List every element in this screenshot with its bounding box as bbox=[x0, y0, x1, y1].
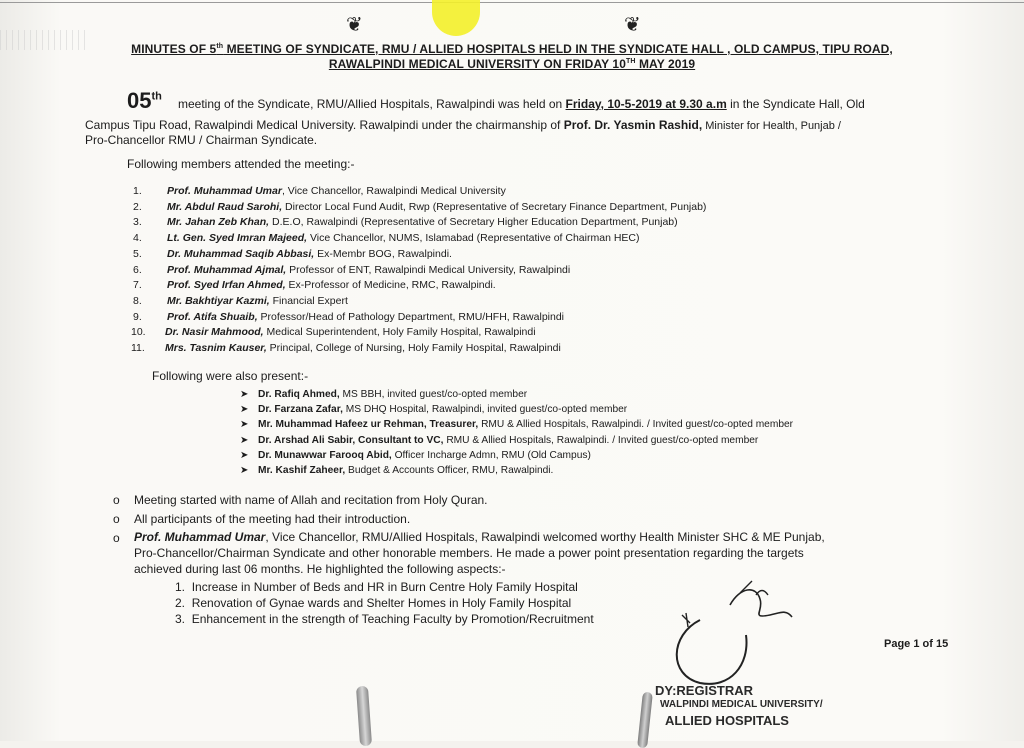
member-number: 9. bbox=[133, 311, 142, 323]
bullet-marker: o bbox=[113, 493, 120, 507]
emblem-icon: ❦ bbox=[624, 14, 641, 36]
member-text: Prof. Atifa Shuaib, Professor/Head of Pathology Department, RMU/HFH, Rawalpindi bbox=[167, 311, 565, 323]
member-number: 1. bbox=[133, 185, 142, 197]
member-text: Prof. Muhammad Umar, Vice Chancellor, Rawalpindi Medical University bbox=[167, 185, 506, 197]
signature-icon bbox=[660, 575, 800, 690]
guest-row: ➤ Dr. Rafiq Ahmed, MS BBH, invited guest/co-opted member bbox=[240, 389, 528, 400]
guest-row: ➤ Dr. Arshad Ali Sabir, Consultant to VC, RMU & Allied Hospitals, Rawalpindi. / Invited guest/co-opted member bbox=[240, 435, 759, 446]
intro-line-3: Pro-Chancellor RMU / Chairman Syndicate. bbox=[85, 133, 318, 147]
meeting-number: 05th bbox=[127, 88, 162, 113]
guest-row: ➤ Mr. Kashif Zaheer, Budget & Accounts Officer, RMU, Rawalpindi. bbox=[240, 465, 554, 476]
member-number: 5. bbox=[133, 248, 142, 260]
highlighter-mark bbox=[432, 0, 480, 36]
title-line-2: RAWALPINDI MEDICAL UNIVERSITY ON FRIDAY 10TH MAY 2019 bbox=[328, 57, 696, 71]
pen-shadow bbox=[637, 692, 653, 748]
stamp-line-3: ALLIED HOSPITALS bbox=[665, 713, 789, 728]
members-heading: Following members attended the meeting:- bbox=[127, 157, 355, 171]
aspect-item: 1. Increase in Number of Beds and HR in Burn Centre Holy Family Hospital bbox=[175, 580, 578, 594]
member-number: 6. bbox=[133, 264, 142, 276]
arrow-bullet-icon: ➤ bbox=[240, 435, 249, 446]
arrow-bullet-icon: ➤ bbox=[240, 465, 249, 476]
scan-edge-line bbox=[0, 2, 1024, 3]
arrow-bullet-icon: ➤ bbox=[240, 450, 249, 461]
member-text: Prof. Muhammad Ajmal, Professor of ENT, Rawalpindi Medical University, Rawalpindi bbox=[167, 264, 571, 276]
member-text: Mr. Bakhtiyar Kazmi, Financial Expert bbox=[167, 295, 348, 307]
member-number: 4. bbox=[133, 232, 142, 244]
pen-shadow bbox=[356, 686, 372, 747]
bullet-text-2: All participants of the meeting had their introduction. bbox=[134, 512, 411, 526]
present-heading: Following were also present:- bbox=[152, 369, 309, 383]
member-number: 7. bbox=[133, 279, 142, 291]
bullet-marker: o bbox=[113, 512, 120, 526]
member-number: 10. bbox=[131, 326, 146, 338]
page-number: Page 1 of 15 bbox=[884, 638, 949, 650]
aspect-item: 3. Enhancement in the strength of Teaching Faculty by Promotion/Recruitment bbox=[175, 612, 594, 626]
guest-row: ➤ Dr. Farzana Zafar, MS DHQ Hospital, Rawalpindi, invited guest/co-opted member bbox=[240, 404, 628, 415]
title-line-1: MINUTES OF 5th MEETING OF SYNDICATE, RMU / ALLIED HOSPITALS HELD IN THE SYNDICATE HALL , OLD CAMPUS, TIPU ROAD, bbox=[131, 42, 893, 56]
member-text: Lt. Gen. Syed Imran Majeed, Vice Chancellor, NUMS, Islamabad (Representative of Chairman HEC) bbox=[167, 232, 640, 244]
emblem-icon: ❦ bbox=[346, 14, 363, 36]
member-text: Mrs. Tasnim Kauser, Principal, College of Nursing, Holy Family Hospital, Rawalpindi bbox=[165, 342, 561, 354]
member-number: 8. bbox=[133, 295, 142, 307]
arrow-bullet-icon: ➤ bbox=[240, 389, 249, 400]
member-number: 2. bbox=[133, 201, 142, 213]
arrow-bullet-icon: ➤ bbox=[240, 404, 249, 415]
intro-line-2: Campus Tipu Road, Rawalpindi Medical University. Rawalpindi under the chairmanship of Prof. Dr. Yasmin Rashid, Minister for Health, Punjab / bbox=[85, 118, 841, 132]
bullet-text-3: Prof. Muhammad Umar, Vice Chancellor, RMU/Allied Hospitals, Rawalpindi welcomed worthy Health Minister SHC & ME Punjab, Pro-Chancellor/Chairman Syndicate and other honorable members. He made a power point presentation regarding the targets achieved during last 06 months. He highlighted the following aspects:- bbox=[134, 530, 825, 576]
aspect-item: 2. Renovation of Gynae wards and Shelter Homes in Holy Family Hospital bbox=[175, 596, 572, 610]
member-text: Mr. Abdul Raud Sarohi, Director Local Fund Audit, Rwp (Representative of Secretary Finance Department, Punjab) bbox=[167, 201, 707, 213]
stamp-line-2: WALPINDI MEDICAL UNIVERSITY/ bbox=[660, 699, 823, 710]
intro-line-1: meeting of the Syndicate, RMU/Allied Hospitals, Rawalpindi was held on Friday, 10-5-2019 at 9.30 a.m in the Syndicate Hall, Old bbox=[178, 97, 865, 111]
bullet-text-1: Meeting started with name of Allah and recitation from Holy Quran. bbox=[134, 493, 488, 507]
member-number: 3. bbox=[133, 216, 142, 228]
guest-row: ➤ Dr. Munawwar Farooq Abid, Officer Incharge Admn, RMU (Old Campus) bbox=[240, 450, 591, 461]
member-text: Dr. Muhammad Saqib Abbasi, Ex-Membr BOG, Rawalpindi. bbox=[167, 248, 452, 260]
member-text: Mr. Jahan Zeb Khan, D.E.O, Rawalpindi (Representative of Secretary Higher Education Department, Punjab) bbox=[167, 216, 678, 228]
arrow-bullet-icon: ➤ bbox=[240, 419, 249, 430]
guest-row: ➤ Mr. Muhammad Hafeez ur Rehman, Treasurer, RMU & Allied Hospitals, Rawalpindi. / Invited guest/co-opted member bbox=[240, 419, 794, 430]
member-text: Dr. Nasir Mahmood, Medical Superintendent, Holy Family Hospital, Rawalpindi bbox=[165, 326, 536, 338]
member-text: Prof. Syed Irfan Ahmed, Ex-Professor of Medicine, RMC, Rawalpindi. bbox=[167, 279, 496, 291]
stamp-line-1: DY:REGISTRAR bbox=[655, 683, 753, 698]
member-number: 11. bbox=[131, 342, 145, 354]
bullet-marker: o bbox=[113, 531, 120, 545]
